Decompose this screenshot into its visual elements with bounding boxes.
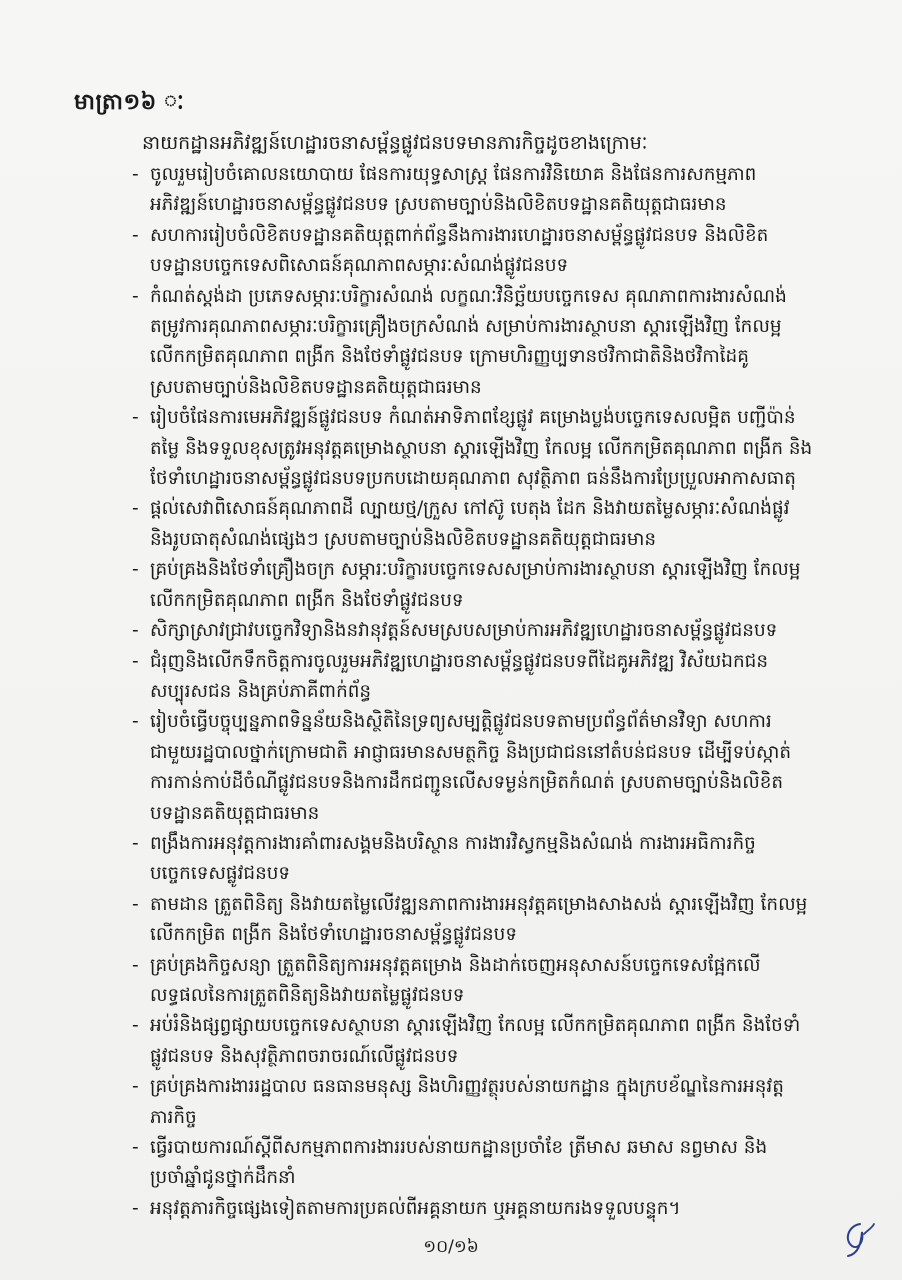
list-item: - រៀបចំផែនការមេអភិវឌ្ឍន៍ផ្លូវជនបទ កំណត់អាទិភាពខ្សែផ្លូវ គម្រោងប្លង់បច្ចេកទេសលម្អិត បញ្ជីប៉ាន់ តម្លៃ និងទទួលខុសត្រូវអនុវត្តគម្រោងស្ថាបនា ស្តារឡើងវិញ កែលម្អ លើកកម្រិតគុណភាព ពង្រីក និង ថែទាំហេដ្ឋារចនាសម្ព័ន្ធផ្លូវជនបទប្រកបដោយគុណភាព សុវត្ថិភាព ធន់នឹងការប្រែប្រួលអាកាសធាតុ — [128, 403, 828, 494]
duties-list — [128, 160, 828, 1224]
list-item: - ផ្តល់សេវាពិសោធន៍គុណភាពដី ល្បាយថ្ម/ក្រួស កៅស៊ូ បេតុង ដែក និងវាយតម្លៃសម្ភារៈសំណង់ផ្លូវ និងរូបធាតុសំណង់ផ្សេងៗ ស្របតាមច្បាប់និងលិខិតបទដ្ឋានគតិយុត្តជាធរមាន — [128, 494, 828, 555]
list-item: - ធ្វើរបាយការណ៍ស្តីពីសកម្មភាពការងាររបស់នាយកដ្ឋានប្រចាំខែ ត្រីមាស ឆមាស នព្វមាស និង ប្រចាំឆ្នាំជូនថ្នាក់ដឹកនាំ — [128, 1133, 828, 1194]
list-item: - ចូលរួមរៀបចំគោលនយោបាយ ផែនការយុទ្ធសាស្ត្រ ផែនការវិនិយោគ និងផែនការសកម្មភាព អភិវឌ្ឍន៍ហេដ្ឋារចនាសម្ព័ន្ធផ្លូវជនបទ ស្របតាមច្បាប់និងលិខិតបទដ្ឋានគតិយុត្តជាធរមាន — [128, 160, 828, 221]
list-item: - កំណត់ស្តង់ដា ប្រភេទសម្ភារៈបរិក្ខារសំណង់ លក្ខណៈវិនិច្ឆ័យបច្ចេកទេស គុណភាពការងារសំណង់ តម្រូវការគុណភាពសម្ភារៈបរិក្ខារគ្រឿងចក្រសំណង់ សម្រាប់ការងារស្ថាបនា ស្តារឡើងវិញ កែលម្អ លើកកម្រិតគុណភាព ពង្រីក និងថែទាំផ្លូវជនបទ ក្រោមហិរញ្ញប្បទានថវិកាជាតិនិងថវិកាដៃគូ ស្របតាមច្បាប់និងលិខិតបទដ្ឋានគតិយុត្តជាធរមាន — [128, 282, 828, 404]
list-item: - រៀបចំធ្វើបច្ចុប្បន្នភាពទិន្នន័យនិងស្ថិតិនៃទ្រព្យសម្បត្តិផ្លូវជនបទតាមប្រព័ន្ធព័ត៌មានវិទ្យា សហការ ជាមួយរដ្ឋបាលថ្នាក់ក្រោមជាតិ អាជ្ញាធរមានសមត្ថកិច្ច និងប្រជាជននៅតំបន់ជនបទ ដើម្បីទប់ស្កាត់ ការកាន់កាប់ដីចំណីផ្លូវជនបទនិងការដឹកជញ្ជូនលើសទម្ងន់កម្រិតកំណត់ ស្របតាមច្បាប់និងលិខិត បទដ្ឋានគតិយុត្តជាធរមាន — [128, 707, 828, 829]
list-item: - សហការរៀបចំលិខិតបទដ្ឋានគតិយុត្តពាក់ព័ន្ធនឹងការងារហេដ្ឋារចនាសម្ព័ន្ធផ្លូវជនបទ និងលិខិត បទដ្ឋានបច្ចេកទេសពិសោធន៍គុណភាពសម្ភារៈសំណង់ផ្លូវជនបទ — [128, 221, 828, 282]
list-item: - អប់រំនិងផ្សព្វផ្សាយបច្ចេកទេសស្ថាបនា ស្តារឡើងវិញ កែលម្អ លើកកម្រិតគុណភាព ពង្រីក និងថែទាំ ផ្លូវជនបទ និងសុវត្ថិភាពចរាចរណ៍លើផ្លូវជនបទ — [128, 1011, 828, 1072]
list-item: - តាមដាន ត្រួតពិនិត្យ និងវាយតម្លៃលើវឌ្ឍនភាពការងារអនុវត្តគម្រោងសាងសង់ ស្តារឡើងវិញ កែលម្អ លើកកម្រិត ពង្រីក និងថែទាំហេដ្ឋារចនាសម្ព័ន្ធផ្លូវជនបទ — [128, 890, 828, 951]
page-number: ១០/១៦ — [423, 1237, 479, 1257]
list-item: - អនុវត្តភារកិច្ចផ្សេងទៀតតាមការប្រគល់ពីអគ្គនាយក ឬអគ្គនាយករងទទួលបន្ទុក។ — [128, 1194, 828, 1224]
list-item: - គ្រប់គ្រងកិច្ចសន្យា ត្រួតពិនិត្យការអនុវត្តគម្រោង និងដាក់ចេញអនុសាសន៍បច្ចេកទេសផ្អែកលើ លទ្ធផលនៃការត្រួតពិនិត្យនិងវាយតម្លៃផ្លូវជនបទ — [128, 951, 828, 1012]
list-item: - គ្រប់គ្រងនិងថែទាំគ្រឿងចក្រ សម្ភារៈបរិក្ខារបច្ចេកទេសសម្រាប់ការងារស្ថាបនា ស្តារឡើងវិញ កែលម្អ លើកកម្រិតគុណភាព ពង្រីក និងថែទាំផ្លូវជនបទ — [128, 555, 828, 616]
signature-initial-icon — [838, 1216, 878, 1260]
list-item: - គ្រប់គ្រងការងាររដ្ឋបាល ធនធានមនុស្ស និងហិរញ្ញវត្ថុរបស់នាយកដ្ឋាន ក្នុងក្របខ័ណ្ឌនៃការអនុវត្ត ភារកិច្ច — [128, 1072, 828, 1133]
list-item: - សិក្សាស្រាវជ្រាវបច្ចេកវិទ្យានិងនវានុវត្តន៍សមស្របសម្រាប់ការអភិវឌ្ឍហេដ្ឋារចនាសម្ព័ន្ធផ្លូវជនបទ — [128, 616, 828, 646]
list-item: - ពង្រឹងការអនុវត្តការងារគាំពារសង្គមនិងបរិស្ថាន ការងារវិស្វកម្មនិងសំណង់ ការងារអធិការកិច្ច បច្ចេកទេសផ្លូវជនបទ — [128, 829, 828, 890]
article-title: មាត្រា១៦ ៈ — [74, 90, 185, 115]
list-item: - ជំរុញនិងលើកទឹកចិត្តការចូលរួមអភិវឌ្ឍហេដ្ឋារចនាសម្ព័ន្ធផ្លូវជនបទពីដៃគូអភិវឌ្ឍ វិស័យឯកជន សប្បុរសជន និងគ្រប់ភាគីពាក់ព័ន្ធ — [128, 647, 828, 708]
intro-paragraph: នាយកដ្ឋានអភិវឌ្ឍន៍ហេដ្ឋារចនាសម្ព័ន្ធផ្លូវជនបទមានភារកិច្ចដូចខាងក្រោមៈ — [142, 132, 648, 154]
